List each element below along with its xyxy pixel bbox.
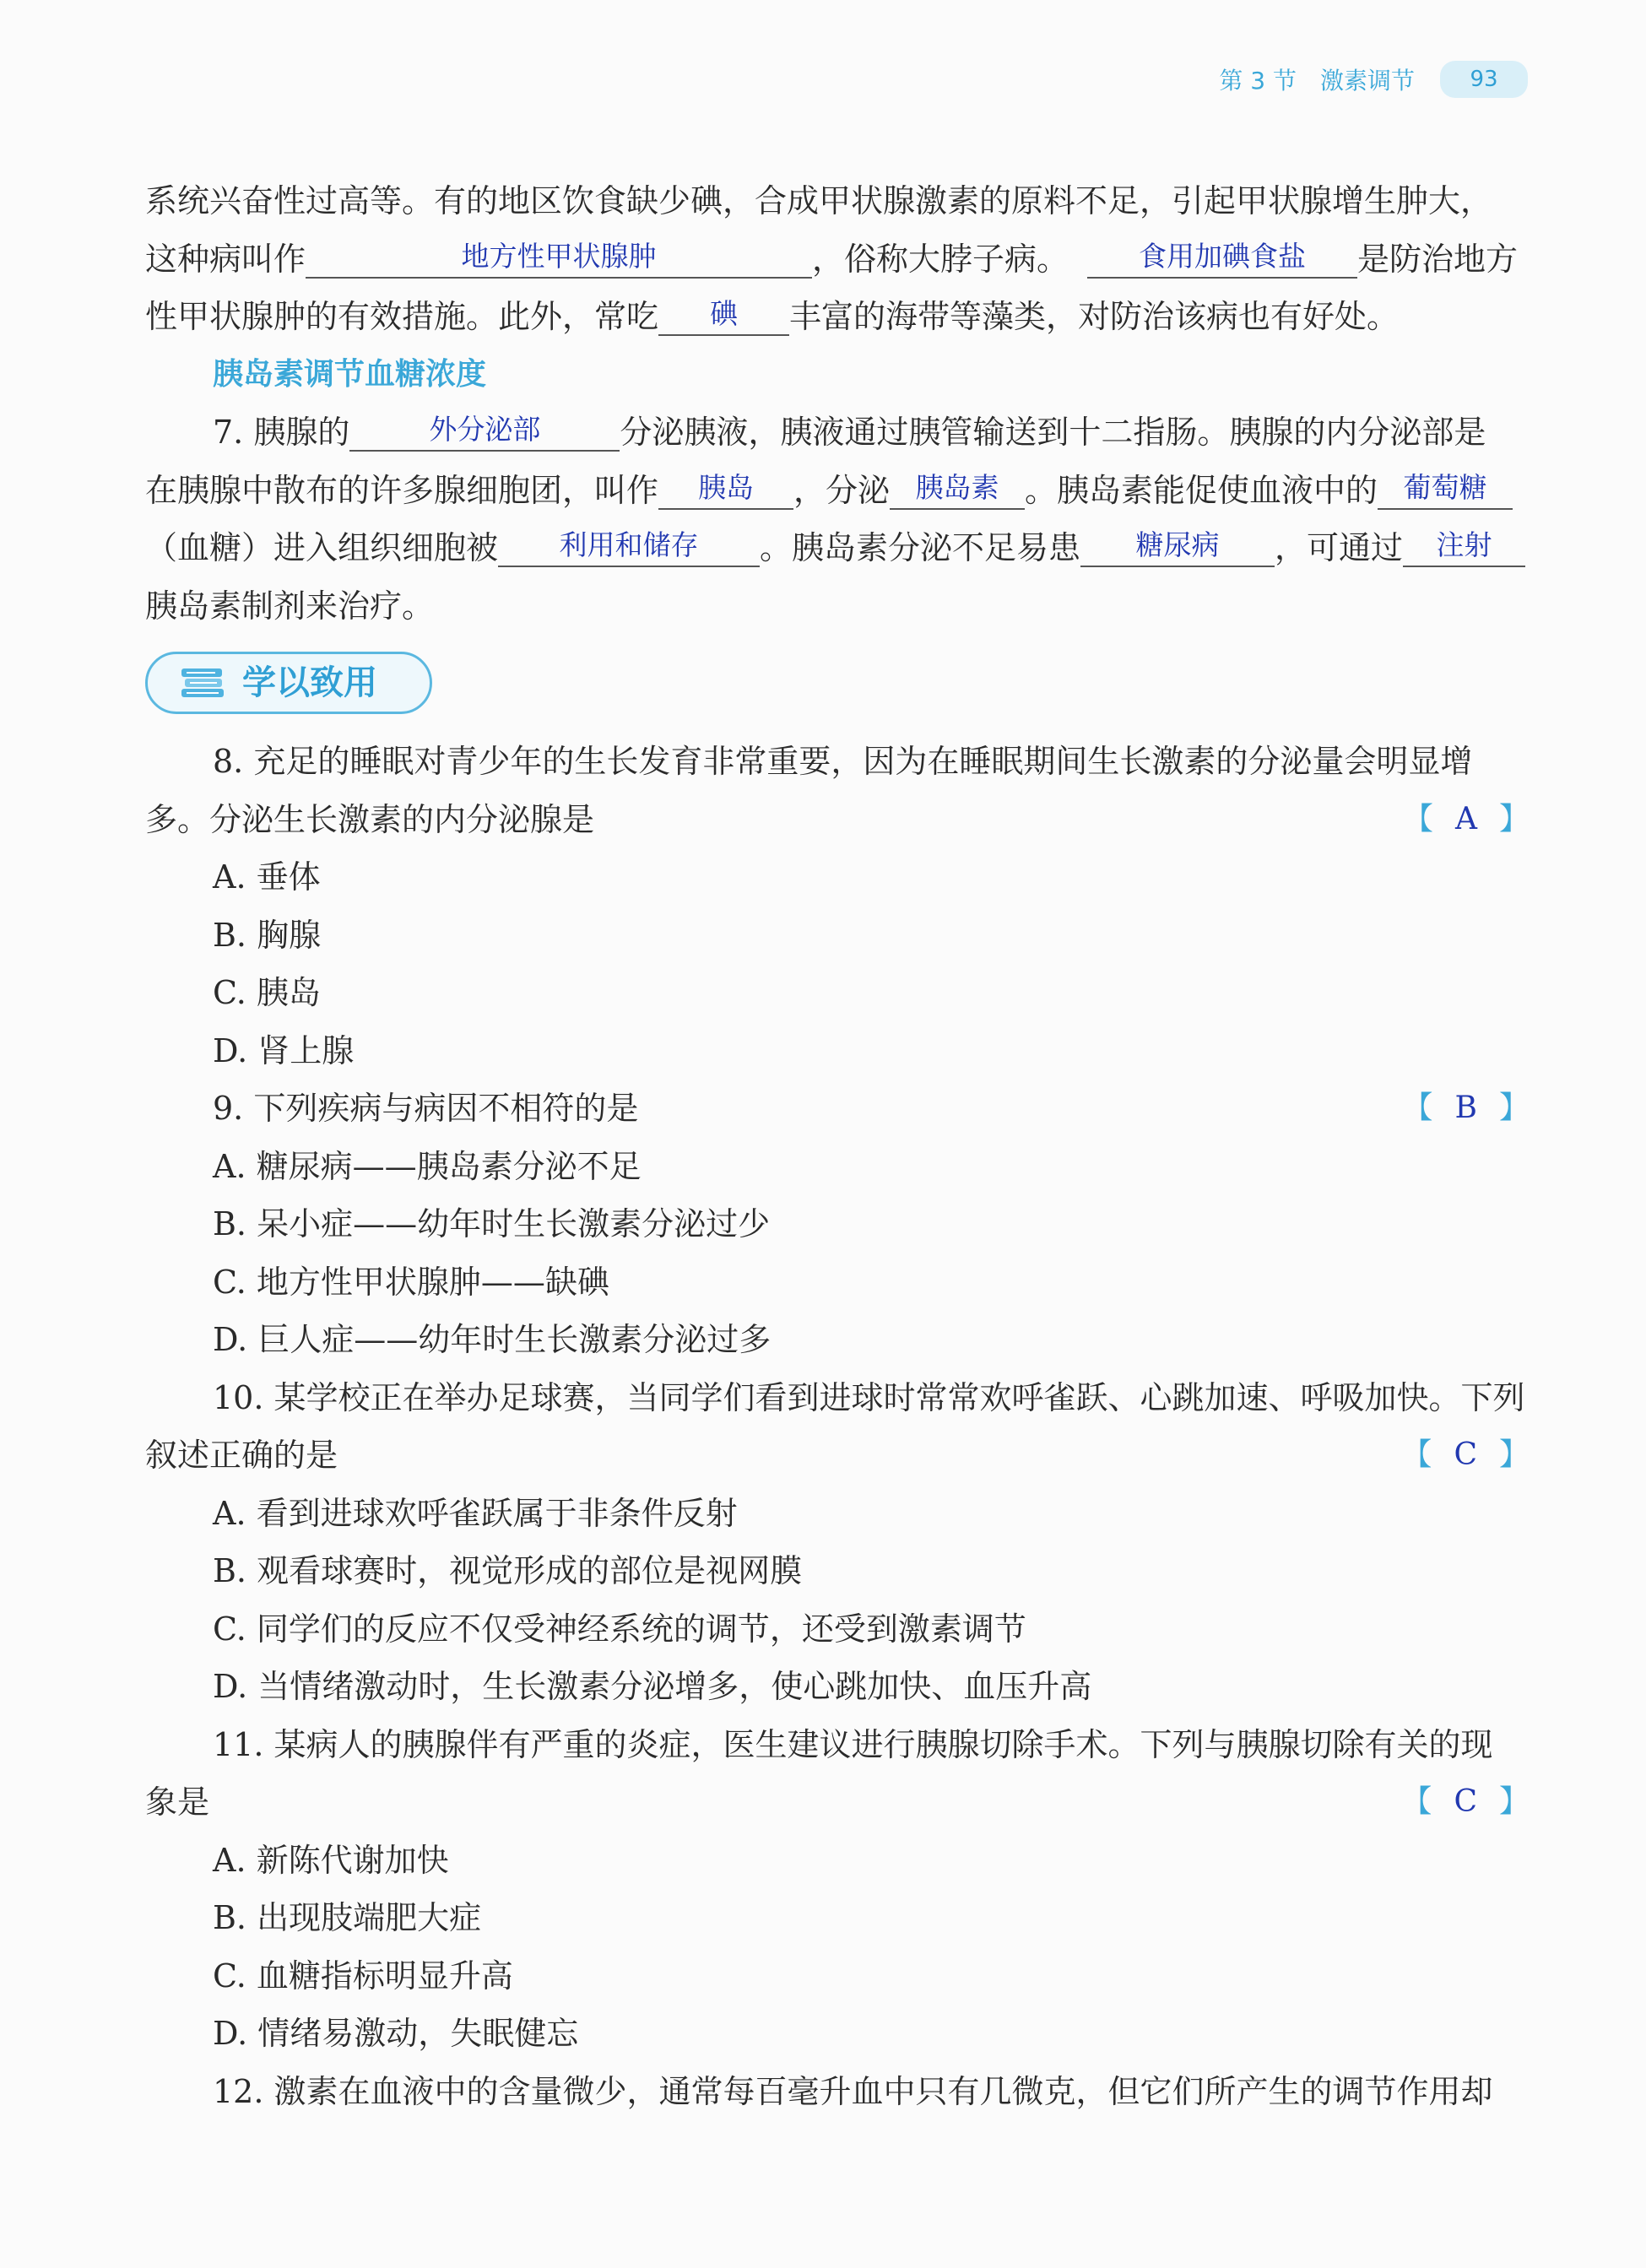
- subsection-heading: 胰岛素调节血糖浓度: [213, 356, 487, 392]
- answer-blank[interactable]: [1087, 233, 1357, 279]
- option-c: C. 胰岛: [213, 974, 321, 1011]
- page-header: [1219, 61, 1528, 98]
- handwritten-answer: 注射: [1436, 528, 1492, 561]
- handwritten-answer: 葡萄糖: [1403, 470, 1487, 504]
- option-d: D. 肾上腺: [213, 1031, 355, 1069]
- para-line: 性甲状腺肿的有效措施。此外，常吃 碘 丰富的海带等藻类，对防治该病也有好处。: [145, 288, 1530, 346]
- option-d: D. 情绪易激动，失眠健忘: [213, 2015, 579, 2052]
- books-icon: [178, 663, 227, 702]
- option-a: A. 看到进球欢呼雀跃属于非条件反射: [213, 1494, 738, 1532]
- answer-blank[interactable]: [658, 464, 793, 510]
- option-d: D. 巨人症——幼年时生长激素分泌过多: [213, 1321, 772, 1358]
- handwritten-answer: 糖尿病: [1135, 528, 1220, 561]
- option-a: A. 垂体: [213, 858, 321, 896]
- question-9-stem: 9. 下列疾病与病因不相符的是 【 B 】: [145, 1080, 1530, 1138]
- option-b: B. 观看球赛时，视觉形成的部位是视网膜: [213, 1552, 803, 1589]
- answer-blank[interactable]: [1378, 464, 1513, 510]
- question-7-line: 在胰腺中散布的许多腺细胞团，叫作 胰岛 ，分泌 胰岛素 。胰岛素能促使血液中的 葡萄糖: [145, 462, 1530, 520]
- selected-answer: B: [1454, 1091, 1477, 1125]
- handwritten-answer: 食用加碘食盐: [1139, 239, 1307, 273]
- answer-bracket[interactable]: 【 C 】: [1401, 1437, 1530, 1472]
- question-12-stem: 12. 激素在血液中的含量微少，通常每百毫升血中只有几微克，但它们所产生的调节作用却: [213, 2072, 1493, 2110]
- question-10-stem: 10. 某学校正在举办足球赛，当同学们看到进球时常常欢呼雀跃、心跳加速、呼吸加快。下列: [213, 1378, 1525, 1416]
- handwritten-answer: 胰岛素: [915, 470, 999, 504]
- section-badge-label: 学以致用: [242, 663, 377, 702]
- selected-answer: C: [1454, 1437, 1477, 1472]
- answer-bracket[interactable]: 【 C 】: [1401, 1784, 1530, 1819]
- para-line: 这种病叫作 地方性甲状腺肿 ，俗称大脖子病。 食用加碘食盐 是防治地方: [145, 230, 1530, 289]
- question-7-line: 7. 胰腺的 外分泌部 分泌胰液，胰液通过胰管输送到十二指肠。胰腺的内分泌部是: [145, 403, 1530, 462]
- answer-blank[interactable]: [349, 406, 620, 452]
- section-badge-row: [145, 635, 1530, 733]
- answer-blank[interactable]: [1080, 522, 1275, 567]
- answer-blank[interactable]: [1403, 522, 1525, 567]
- question-7-line: 胰岛素制剂来治疗。: [145, 587, 435, 625]
- answer-blank[interactable]: [498, 522, 760, 567]
- option-b: B. 呆小症——幼年时生长激素分泌过少: [213, 1205, 771, 1242]
- question-8-stem-end: 多。分泌生长激素的内分泌腺是 【 A 】: [145, 791, 1530, 849]
- section-number: 第 3 节: [1219, 67, 1297, 95]
- option-c: C. 地方性甲状腺肿——缺碘: [213, 1263, 609, 1301]
- option-a: A. 糖尿病——胰岛素分泌不足: [213, 1147, 642, 1185]
- section-badge: [145, 652, 432, 714]
- question-7-line: （血糖）进入组织细胞被 利用和储存 。胰岛素分泌不足易患 糖尿病 ，可通过 注射: [145, 519, 1530, 577]
- handwritten-answer: 利用和储存: [559, 528, 699, 561]
- answer-bracket[interactable]: 【 A 】: [1402, 801, 1530, 836]
- handwritten-answer: 碘: [710, 297, 739, 330]
- question-10-stem-end: 叙述正确的是 【 C 】: [145, 1426, 1530, 1485]
- option-c: C. 血糖指标明显升高: [213, 1957, 513, 1995]
- selected-answer: C: [1454, 1784, 1477, 1819]
- handwritten-answer: 外分泌部: [429, 413, 541, 446]
- option-b: B. 出现肢端肥大症: [213, 1899, 482, 1936]
- question-11-stem: 11. 某病人的胰腺伴有严重的炎症，医生建议进行胰腺切除手术。下列与胰腺切除有关的现: [213, 1725, 1493, 1763]
- answer-blank[interactable]: [658, 290, 789, 336]
- answer-blank[interactable]: [890, 464, 1025, 510]
- answer-blank[interactable]: [306, 233, 812, 279]
- page-number: 93: [1440, 61, 1528, 98]
- section-info: [1219, 62, 1415, 96]
- question-8-stem: 8. 充足的睡眠对青少年的生长发育非常重要，因为在睡眠期间生长激素的分泌量会明显增: [213, 743, 1473, 780]
- option-a: A. 新陈代谢加快: [213, 1841, 449, 1879]
- question-11-stem-end: 象是 【 C 】: [145, 1773, 1530, 1832]
- option-d: D. 当情绪激动时，生长激素分泌增多，使心跳加快、血压升高: [213, 1668, 1092, 1705]
- option-c: C. 同学们的反应不仅受神经系统的调节，还受到激素调节: [213, 1610, 1026, 1648]
- answer-bracket[interactable]: 【 B 】: [1402, 1091, 1530, 1125]
- selected-answer: A: [1454, 801, 1477, 836]
- section-title: 激素调节: [1319, 67, 1415, 95]
- handwritten-answer: 胰岛: [698, 470, 755, 504]
- handwritten-answer: 地方性甲状腺肿: [461, 239, 657, 273]
- page-content: [145, 172, 1530, 2120]
- para-line: 系统兴奋性过高等。有的地区饮食缺少碘，合成甲状腺激素的原料不足，引起甲状腺增生肿大，: [145, 182, 1493, 219]
- option-b: B. 胸腺: [213, 916, 322, 954]
